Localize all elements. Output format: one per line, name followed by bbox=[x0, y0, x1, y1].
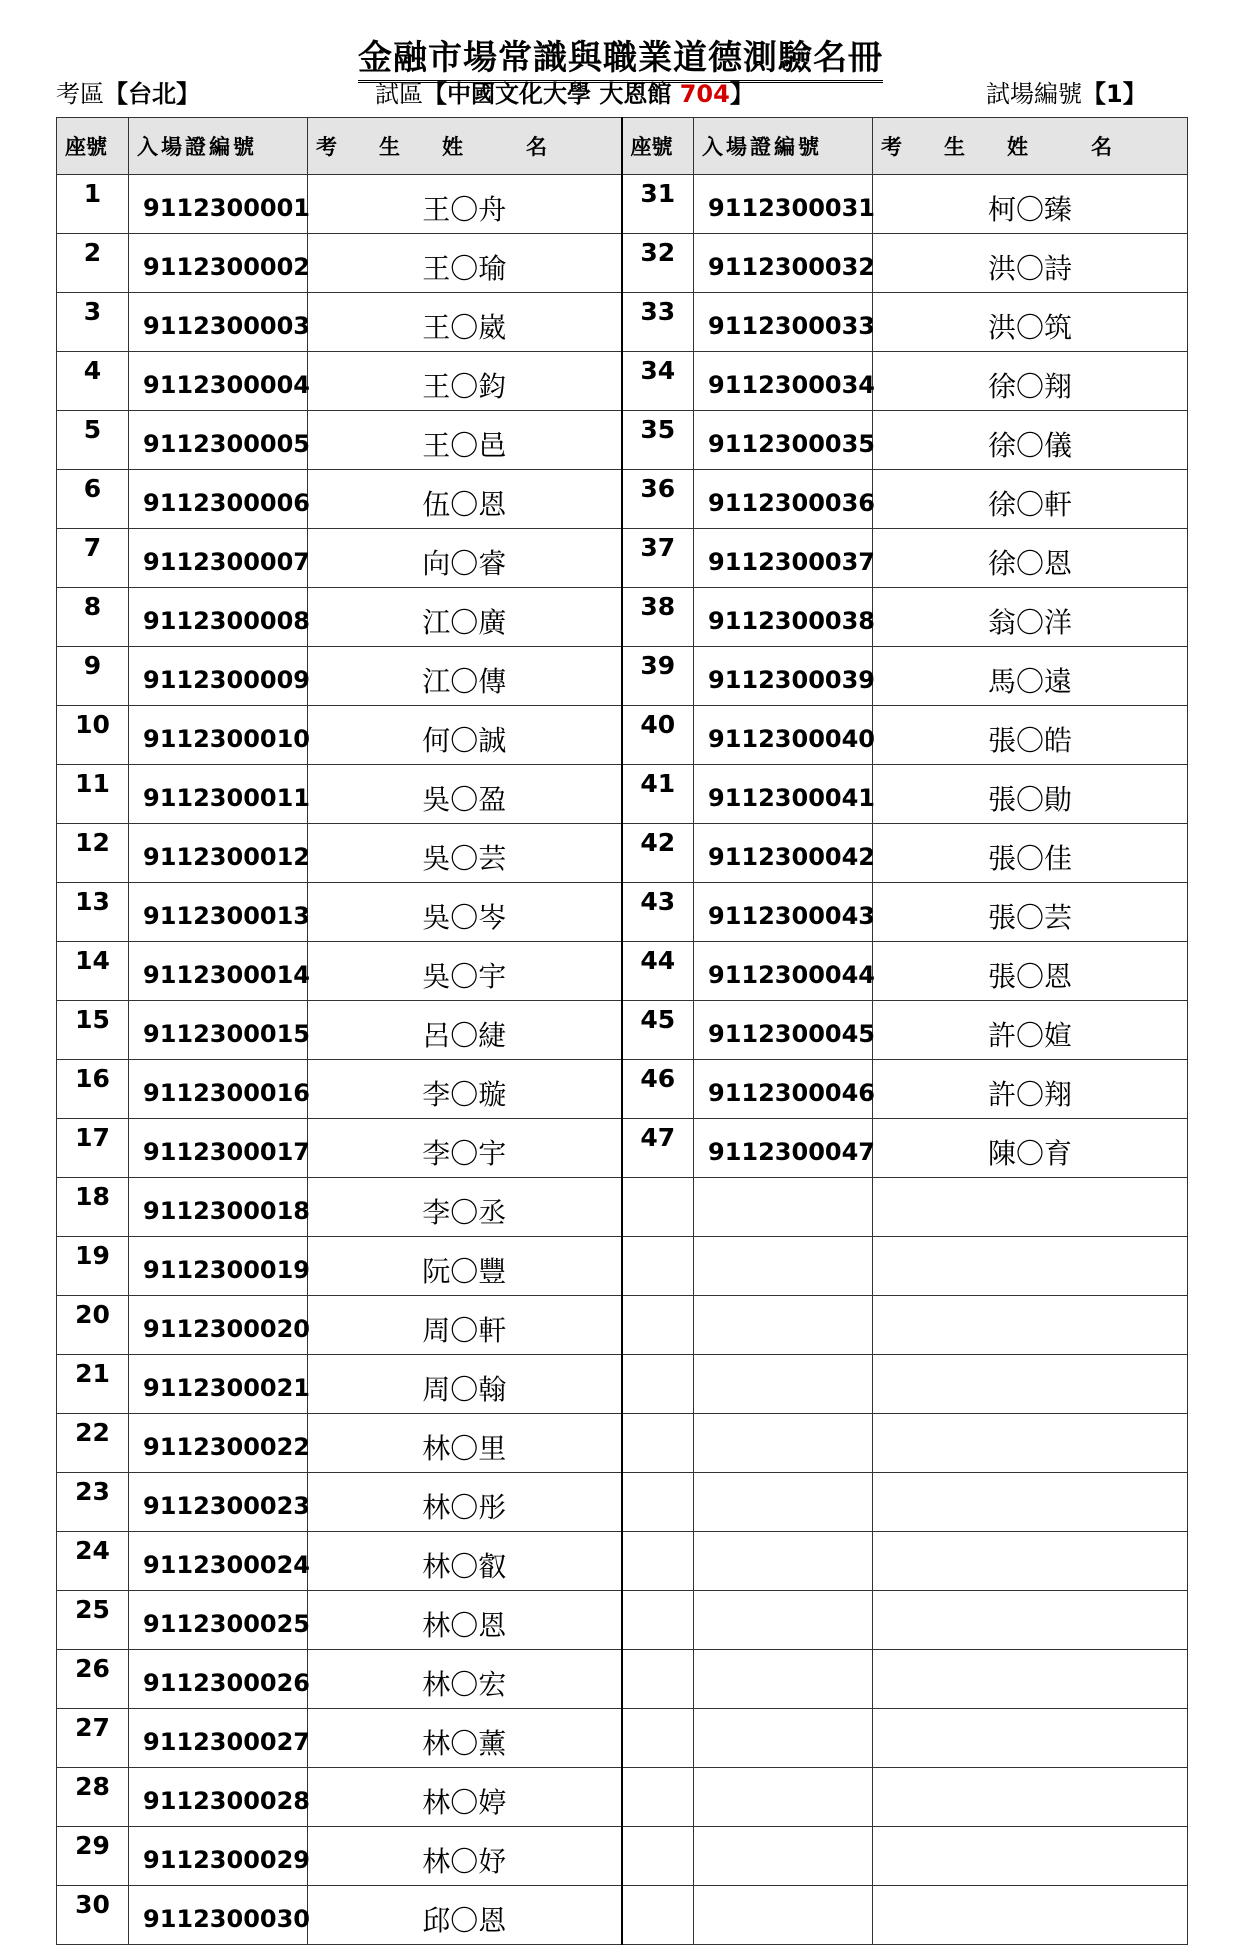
seat-number-right: 39 bbox=[622, 647, 694, 706]
seat-number: 5 bbox=[57, 411, 129, 470]
candidate-name-right: 柯〇臻 bbox=[873, 175, 1188, 234]
seat-number: 25 bbox=[57, 1591, 129, 1650]
ticket-number: 9112300025 bbox=[129, 1591, 308, 1650]
exam-site-close: 】 bbox=[729, 80, 754, 108]
candidate-name-right bbox=[873, 1650, 1188, 1709]
exam-room-label: 試場編號 bbox=[986, 80, 1082, 108]
seat-number-right: 45 bbox=[622, 1001, 694, 1060]
table-row bbox=[57, 411, 1188, 470]
candidate-name-right: 陳〇育 bbox=[873, 1119, 1188, 1178]
ticket-number-right: 9112300043 bbox=[694, 883, 873, 942]
candidate-name-right bbox=[873, 1886, 1188, 1945]
seat-number-right bbox=[622, 1178, 694, 1237]
ticket-number: 9112300029 bbox=[129, 1827, 308, 1886]
table-row bbox=[57, 1709, 1188, 1768]
ticket-number: 9112300004 bbox=[129, 352, 308, 411]
ticket-number-right: 9112300038 bbox=[694, 588, 873, 647]
header-seat: 座號 bbox=[57, 118, 129, 175]
candidate-name: 阮〇豐 bbox=[308, 1237, 622, 1296]
candidate-name-right: 徐〇恩 bbox=[873, 529, 1188, 588]
table-row bbox=[57, 1355, 1188, 1414]
seat-number-right bbox=[622, 1355, 694, 1414]
seat-number: 22 bbox=[57, 1414, 129, 1473]
seat-number: 27 bbox=[57, 1709, 129, 1768]
seat-number-right bbox=[622, 1886, 694, 1945]
seat-number: 18 bbox=[57, 1178, 129, 1237]
ticket-number-right bbox=[694, 1178, 873, 1237]
ticket-number: 9112300027 bbox=[129, 1709, 308, 1768]
table-row bbox=[57, 942, 1188, 1001]
ticket-number: 9112300002 bbox=[129, 234, 308, 293]
candidate-name-right bbox=[873, 1178, 1188, 1237]
ticket-number: 9112300019 bbox=[129, 1237, 308, 1296]
candidate-name-right bbox=[873, 1532, 1188, 1591]
candidate-name-right bbox=[873, 1768, 1188, 1827]
candidate-name: 林〇彤 bbox=[308, 1473, 622, 1532]
seat-number-right: 47 bbox=[622, 1119, 694, 1178]
seat-number: 13 bbox=[57, 883, 129, 942]
seat-number: 19 bbox=[57, 1237, 129, 1296]
seat-number: 7 bbox=[57, 529, 129, 588]
candidate-name-right: 徐〇翔 bbox=[873, 352, 1188, 411]
ticket-number-right: 9112300031 bbox=[694, 175, 873, 234]
table-row bbox=[57, 1591, 1188, 1650]
candidate-name: 林〇叡 bbox=[308, 1532, 622, 1591]
seat-number-right: 38 bbox=[622, 588, 694, 647]
ticket-number-right: 9112300040 bbox=[694, 706, 873, 765]
candidate-name-right: 洪〇詩 bbox=[873, 234, 1188, 293]
seat-number-right: 41 bbox=[622, 765, 694, 824]
table-row bbox=[57, 1001, 1188, 1060]
candidate-name: 林〇薰 bbox=[308, 1709, 622, 1768]
candidate-name: 吳〇盈 bbox=[308, 765, 622, 824]
candidate-name-right: 洪〇筑 bbox=[873, 293, 1188, 352]
ticket-number: 9112300028 bbox=[129, 1768, 308, 1827]
table-row bbox=[57, 824, 1188, 883]
seat-number: 21 bbox=[57, 1355, 129, 1414]
candidate-name: 吳〇岑 bbox=[308, 883, 622, 942]
seat-number: 3 bbox=[57, 293, 129, 352]
seat-number: 23 bbox=[57, 1473, 129, 1532]
seat-number: 6 bbox=[57, 470, 129, 529]
header-name-right: 考 生 姓 名 bbox=[873, 118, 1188, 175]
seat-number-right bbox=[622, 1650, 694, 1709]
ticket-number-right: 9112300045 bbox=[694, 1001, 873, 1060]
seat-number-right: 46 bbox=[622, 1060, 694, 1119]
ticket-number-right: 9112300034 bbox=[694, 352, 873, 411]
seat-number: 8 bbox=[57, 588, 129, 647]
candidate-name-right bbox=[873, 1591, 1188, 1650]
seat-number-right bbox=[622, 1473, 694, 1532]
candidate-name-right bbox=[873, 1473, 1188, 1532]
ticket-number-right: 9112300041 bbox=[694, 765, 873, 824]
seat-number: 9 bbox=[57, 647, 129, 706]
candidate-name: 伍〇恩 bbox=[308, 470, 622, 529]
exam-site-room: 704 bbox=[679, 80, 730, 108]
candidate-name: 王〇崴 bbox=[308, 293, 622, 352]
seat-number-right: 35 bbox=[622, 411, 694, 470]
candidate-name-right bbox=[873, 1709, 1188, 1768]
ticket-number: 9112300013 bbox=[129, 883, 308, 942]
candidate-name: 周〇翰 bbox=[308, 1355, 622, 1414]
seat-number: 2 bbox=[57, 234, 129, 293]
exam-room bbox=[986, 74, 1147, 109]
table-row bbox=[57, 1768, 1188, 1827]
ticket-number: 9112300005 bbox=[129, 411, 308, 470]
ticket-number: 9112300024 bbox=[129, 1532, 308, 1591]
candidate-name: 邱〇恩 bbox=[308, 1886, 622, 1945]
seat-number-right: 33 bbox=[622, 293, 694, 352]
ticket-number-right: 9112300037 bbox=[694, 529, 873, 588]
seat-number-right: 42 bbox=[622, 824, 694, 883]
ticket-number-right bbox=[694, 1473, 873, 1532]
ticket-number-right: 9112300046 bbox=[694, 1060, 873, 1119]
ticket-number: 9112300007 bbox=[129, 529, 308, 588]
ticket-number: 9112300021 bbox=[129, 1355, 308, 1414]
page-title: 金融市場常識與職業道德測驗名冊 bbox=[0, 30, 1241, 79]
ticket-number-right: 9112300035 bbox=[694, 411, 873, 470]
header-ticket: 入場證編號 bbox=[129, 118, 308, 175]
seat-number-right bbox=[622, 1532, 694, 1591]
ticket-number: 9112300015 bbox=[129, 1001, 308, 1060]
ticket-number: 9112300006 bbox=[129, 470, 308, 529]
ticket-number: 9112300014 bbox=[129, 942, 308, 1001]
ticket-number: 9112300026 bbox=[129, 1650, 308, 1709]
exam-site bbox=[375, 74, 754, 109]
ticket-number-right bbox=[694, 1827, 873, 1886]
ticket-number-right bbox=[694, 1355, 873, 1414]
table-row bbox=[57, 1296, 1188, 1355]
candidate-name: 王〇鈞 bbox=[308, 352, 622, 411]
candidate-name: 江〇傳 bbox=[308, 647, 622, 706]
ticket-number: 9112300001 bbox=[129, 175, 308, 234]
table-row bbox=[57, 1060, 1188, 1119]
candidate-name-right: 張〇芸 bbox=[873, 883, 1188, 942]
candidate-name-right: 徐〇儀 bbox=[873, 411, 1188, 470]
seat-number-right: 44 bbox=[622, 942, 694, 1001]
table-row bbox=[57, 1532, 1188, 1591]
ticket-number-right: 9112300032 bbox=[694, 234, 873, 293]
ticket-number-right: 9112300044 bbox=[694, 942, 873, 1001]
candidate-name: 王〇瑜 bbox=[308, 234, 622, 293]
header-ticket-right: 入場證編號 bbox=[694, 118, 873, 175]
candidate-name: 王〇舟 bbox=[308, 175, 622, 234]
seat-number-right bbox=[622, 1827, 694, 1886]
seat-number: 10 bbox=[57, 706, 129, 765]
seat-number: 4 bbox=[57, 352, 129, 411]
ticket-number-right: 9112300047 bbox=[694, 1119, 873, 1178]
seat-number-right bbox=[622, 1709, 694, 1768]
candidate-name: 呂〇緁 bbox=[308, 1001, 622, 1060]
ticket-number-right: 9112300039 bbox=[694, 647, 873, 706]
candidate-name-right: 張〇皓 bbox=[873, 706, 1188, 765]
ticket-number-right bbox=[694, 1709, 873, 1768]
ticket-number: 9112300010 bbox=[129, 706, 308, 765]
exam-area bbox=[56, 74, 200, 109]
ticket-number-right bbox=[694, 1886, 873, 1945]
seat-number: 12 bbox=[57, 824, 129, 883]
candidate-name: 何〇誠 bbox=[308, 706, 622, 765]
table-row bbox=[57, 1827, 1188, 1886]
candidate-name-right: 張〇勛 bbox=[873, 765, 1188, 824]
candidate-name: 李〇宇 bbox=[308, 1119, 622, 1178]
ticket-number-right bbox=[694, 1296, 873, 1355]
candidate-name: 林〇里 bbox=[308, 1414, 622, 1473]
seat-number-right bbox=[622, 1768, 694, 1827]
table-row bbox=[57, 234, 1188, 293]
ticket-number-right bbox=[694, 1237, 873, 1296]
seat-number-right: 32 bbox=[622, 234, 694, 293]
seat-number: 24 bbox=[57, 1532, 129, 1591]
table-row bbox=[57, 706, 1188, 765]
ticket-number-right: 9112300036 bbox=[694, 470, 873, 529]
table-row bbox=[57, 1886, 1188, 1945]
ticket-number: 9112300003 bbox=[129, 293, 308, 352]
candidate-name-right bbox=[873, 1414, 1188, 1473]
ticket-number-right bbox=[694, 1650, 873, 1709]
candidate-name: 吳〇宇 bbox=[308, 942, 622, 1001]
exam-site-label: 試區 bbox=[375, 80, 423, 108]
candidate-name: 林〇婷 bbox=[308, 1768, 622, 1827]
ticket-number: 9112300009 bbox=[129, 647, 308, 706]
ticket-number: 9112300016 bbox=[129, 1060, 308, 1119]
seat-number: 17 bbox=[57, 1119, 129, 1178]
seat-number-right: 43 bbox=[622, 883, 694, 942]
ticket-number: 9112300022 bbox=[129, 1414, 308, 1473]
candidate-name-right: 張〇佳 bbox=[873, 824, 1188, 883]
seat-number: 30 bbox=[57, 1886, 129, 1945]
ticket-number: 9112300030 bbox=[129, 1886, 308, 1945]
seat-number-right: 31 bbox=[622, 175, 694, 234]
seat-number-right: 37 bbox=[622, 529, 694, 588]
ticket-number-right: 9112300033 bbox=[694, 293, 873, 352]
table-row bbox=[57, 529, 1188, 588]
exam-area-label: 考區 bbox=[56, 80, 104, 108]
table-row bbox=[57, 293, 1188, 352]
table-row bbox=[57, 588, 1188, 647]
table-row bbox=[57, 175, 1188, 234]
seat-number-right bbox=[622, 1296, 694, 1355]
candidate-name-right bbox=[873, 1237, 1188, 1296]
candidate-name: 王〇邑 bbox=[308, 411, 622, 470]
seat-number: 15 bbox=[57, 1001, 129, 1060]
table-row bbox=[57, 1650, 1188, 1709]
ticket-number-right bbox=[694, 1532, 873, 1591]
roster-table bbox=[56, 117, 1188, 1945]
candidate-name-right: 許〇媗 bbox=[873, 1001, 1188, 1060]
seat-number: 20 bbox=[57, 1296, 129, 1355]
table-row bbox=[57, 352, 1188, 411]
ticket-number-right: 9112300042 bbox=[694, 824, 873, 883]
ticket-number: 9112300017 bbox=[129, 1119, 308, 1178]
seat-number: 28 bbox=[57, 1768, 129, 1827]
exam-room-value: 【1】 bbox=[1082, 80, 1147, 108]
seat-number-right bbox=[622, 1591, 694, 1650]
ticket-number-right bbox=[694, 1414, 873, 1473]
table-row bbox=[57, 1237, 1188, 1296]
ticket-number: 9112300008 bbox=[129, 588, 308, 647]
candidate-name-right: 馬〇遠 bbox=[873, 647, 1188, 706]
table-row bbox=[57, 765, 1188, 824]
ticket-number: 9112300020 bbox=[129, 1296, 308, 1355]
seat-number: 29 bbox=[57, 1827, 129, 1886]
seat-number: 1 bbox=[57, 175, 129, 234]
seat-number-right: 36 bbox=[622, 470, 694, 529]
candidate-name: 李〇丞 bbox=[308, 1178, 622, 1237]
seat-number-right: 34 bbox=[622, 352, 694, 411]
candidate-name: 林〇妤 bbox=[308, 1827, 622, 1886]
candidate-name: 林〇恩 bbox=[308, 1591, 622, 1650]
seat-number: 11 bbox=[57, 765, 129, 824]
ticket-number-right bbox=[694, 1591, 873, 1650]
candidate-name-right: 張〇恩 bbox=[873, 942, 1188, 1001]
candidate-name: 李〇璇 bbox=[308, 1060, 622, 1119]
ticket-number: 9112300011 bbox=[129, 765, 308, 824]
table-row bbox=[57, 1473, 1188, 1532]
header-seat-right: 座號 bbox=[622, 118, 694, 175]
candidate-name-right: 徐〇軒 bbox=[873, 470, 1188, 529]
header-name: 考 生 姓 名 bbox=[308, 118, 622, 175]
ticket-number: 9112300018 bbox=[129, 1178, 308, 1237]
seat-number: 26 bbox=[57, 1650, 129, 1709]
ticket-number: 9112300023 bbox=[129, 1473, 308, 1532]
seat-number: 14 bbox=[57, 942, 129, 1001]
exam-area-value: 【台北】 bbox=[104, 80, 200, 108]
table-row bbox=[57, 1178, 1188, 1237]
table-row bbox=[57, 1119, 1188, 1178]
table-row bbox=[57, 883, 1188, 942]
candidate-name: 吳〇芸 bbox=[308, 824, 622, 883]
seat-number-right bbox=[622, 1414, 694, 1473]
candidate-name-right: 許〇翔 bbox=[873, 1060, 1188, 1119]
seat-number: 16 bbox=[57, 1060, 129, 1119]
candidate-name-right bbox=[873, 1827, 1188, 1886]
candidate-name-right bbox=[873, 1296, 1188, 1355]
table-row bbox=[57, 1414, 1188, 1473]
exam-site-value: 【中國文化大學 大恩館 bbox=[423, 80, 680, 108]
candidate-name: 林〇宏 bbox=[308, 1650, 622, 1709]
seat-number-right: 40 bbox=[622, 706, 694, 765]
candidate-name-right bbox=[873, 1355, 1188, 1414]
header-row bbox=[57, 118, 1188, 175]
ticket-number-right bbox=[694, 1768, 873, 1827]
ticket-number: 9112300012 bbox=[129, 824, 308, 883]
candidate-name-right: 翁〇洋 bbox=[873, 588, 1188, 647]
seat-number-right bbox=[622, 1237, 694, 1296]
candidate-name: 周〇軒 bbox=[308, 1296, 622, 1355]
candidate-name: 向〇睿 bbox=[308, 529, 622, 588]
table-row bbox=[57, 470, 1188, 529]
candidate-name: 江〇廣 bbox=[308, 588, 622, 647]
table-row bbox=[57, 647, 1188, 706]
